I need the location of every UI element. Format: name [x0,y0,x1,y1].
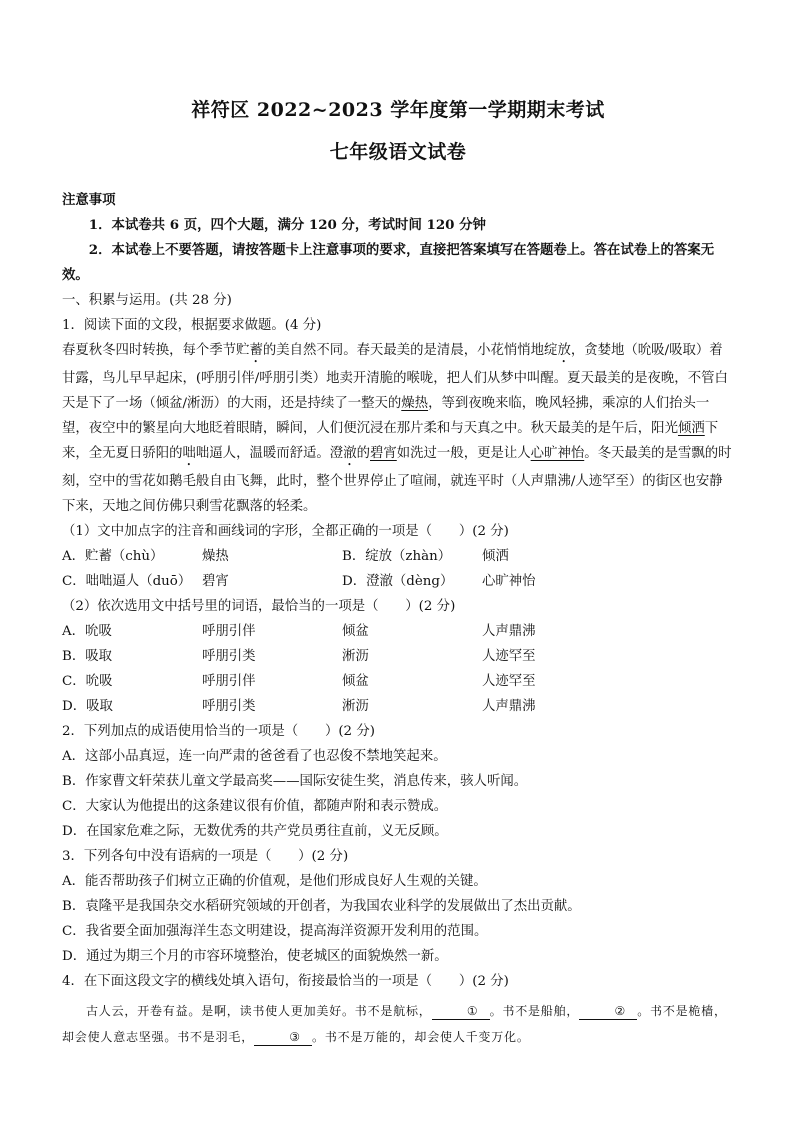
question-1-stem: 1．阅读下面的文段，根据要求做题。(4 分) [62,318,322,333]
question-3-option-a: A．能否帮助孩子们树立正确的价值观，是他们形成良好人生观的关键。 [62,874,487,889]
underlined-word: 燥热 [401,396,429,411]
option-cell: 人迹罕至 [482,674,536,689]
question-4-stem: 4．在下面这段文字的横线处填入语句，衔接最恰当的一项是（ ）(2 分) [62,974,509,989]
option-cell: 呼朋引类 [202,649,256,664]
exam-title: 祥符区 2022~2023 学年度第一学期期末考试 [191,99,605,121]
passage-text: 的美自然不同。春天最美的是清晨，小花悄悄地绽 [262,343,558,358]
question-1-2-options [62,619,734,719]
notice-item-2: 2．本试卷上不要答题，请按答题卡上注意事项的要求，直接把答案填写在答题卷上。答在试卷上的答案无效。 [62,242,715,283]
option-cell: 人声鼎沸 [482,624,536,639]
option-cell: B．绽放（zhàn） [342,549,452,564]
option-cell: 淅沥 [342,649,369,664]
fill-blank-3: ③ [254,1029,312,1046]
question-2-option-b: B．作家曹文轩荣获儿童文学最高奖——国际安徒生奖，消息传来，骇人听闻。 [62,774,528,789]
option-cell: 燥热 [202,549,229,564]
fill-blank-1: ① [432,1003,490,1020]
question-2-option-a: A．这部小品真逗，连一向严肃的爸爸看了也忍俊不禁地笑起来。 [62,749,447,764]
dotted-char: 澈 [343,446,357,461]
passage-text: 咄逼人，温暖而舒适。澄 [195,446,344,461]
option-cell: 倾洒 [482,549,509,564]
notice-item-1: 1．本试卷共 6 页，四个大题，满分 120 分，考试时间 120 分钟 [88,217,486,233]
passage-text: ，等到夜晚来临，晚风轻拂，乘凉的人们抬头一望，夜空中的繁星向大地眨着眼睛，瞬间，人们便沉浸在那片柔和与天真之中。秋天最美的是午后，阳光 [62,396,710,436]
question-1-1-options [62,544,734,594]
question-2-option-c: C．大家认为他提出的这条建议很有价值，都随声附和表示赞成。 [62,799,448,814]
option-cell: C．咄咄逼人（duō） [62,574,192,589]
exam-subtitle: 七年级语文试卷 [329,141,467,163]
dotted-char: 放 [557,343,571,358]
passage-text: 。书不是桅樯，却会使人意志坚强。书不是羽毛， [62,1004,727,1044]
option-cell: B．吸取 [62,649,113,664]
option-cell: 淅沥 [342,699,369,714]
question-3-stem: 3．下列各句中没有语病的一项是（ ）(2 分) [62,849,349,864]
passage-text: 春夏秋冬四时转换，每个季节贮 [62,343,250,358]
option-cell: 呼朋引伴 [202,674,256,689]
option-cell: 倾盆 [342,674,369,689]
notice-heading: 注意事项 [62,192,116,208]
question-1-2-stem: （2）依次选用文中括号里的词语，最恰当的一项是（ ）(2 分) [62,599,456,614]
passage-text: 。书不是万能的，却会使人千变万化。 [312,1030,530,1044]
passage-text: 。书不是船舶， [489,1004,580,1018]
question-1-1-stem: （1）文中加点字的注音和画线词的字形，全都正确的一项是（ ）(2 分) [62,524,509,539]
fill-blank-2: ② [579,1003,637,1020]
option-cell: 人声鼎沸 [482,699,536,714]
passage-text: 。冬天最美的是雪飘的时刻，空中的雪花如鹅毛般自由飞舞，此时，整个世界停止了喧闹，就连平时（人声鼎沸/人迹罕至）的街区也安静下来，天地之间仿佛只剩雪花飘落的轻柔。 [62,446,732,514]
option-cell: 呼朋引伴 [202,624,256,639]
question-3-option-d: D．通过为期三个月的市容环境整治，使老城区的面貌焕然一新。 [62,949,448,964]
underlined-word: 倾洒 [677,421,705,436]
passage-text: 如洗过一般，更是让人 [396,446,531,461]
option-cell: 人迹罕至 [482,649,536,664]
option-cell: A．贮蓄（chù） [62,549,164,564]
question-2-option-d: D．在国家危难之际，无数优秀的共产党员勇往直前，义无反顾。 [62,824,448,839]
dotted-char: 咄 [182,446,196,461]
option-cell: A．吮吸 [62,624,112,639]
option-cell: 倾盆 [342,624,369,639]
passage-text: ，贪婪地（吮吸/吸取）着甘露，鸟儿早早起床，(呼朋引伴/呼朋引类）地卖开清脆的喉咙，把人们从梦中叫醒。夏天最美的是夜晚，不管白天是下了一场（倾盆/淅沥）的大雨，还是持续了一整天的 [62,343,728,411]
underlined-word: 碧宵 [369,446,397,461]
option-cell: 碧宵 [202,574,229,589]
question-3-option-b: B．袁隆平是我国杂交水稻研究领域的开创者，为我国农业科学的发展做出了杰出贡献。 [62,899,581,914]
question-3-option-c: C．我省要全面加强海洋生态文明建设，提高海洋资源开发利用的范围。 [62,924,488,939]
passage-text: 的 [356,446,370,461]
reading-passage [62,338,734,519]
passage-text: 古人云，开卷有益。是啊，读书使人更加美好。书不是航标， [86,1004,432,1018]
question-4-passage [62,998,734,1050]
passage-text: 下来，全无夏日骄阳的 [62,421,719,461]
underlined-word: 心旷神怡 [530,446,585,461]
option-cell: D．澄澈（dèng） [342,574,454,589]
option-cell: 呼朋引类 [202,699,256,714]
option-cell: D．吸取 [62,699,113,714]
section-1-heading: 一、积累与运用。(共 28 分) [62,293,232,308]
option-cell: C．吮吸 [62,674,113,689]
dotted-char: 蓄 [249,343,263,358]
exam-page [62,96,734,1050]
question-2-stem: 2．下列加点的成语使用恰当的一项是（ ）(2 分) [62,724,375,739]
option-cell: 心旷神怡 [482,574,536,589]
